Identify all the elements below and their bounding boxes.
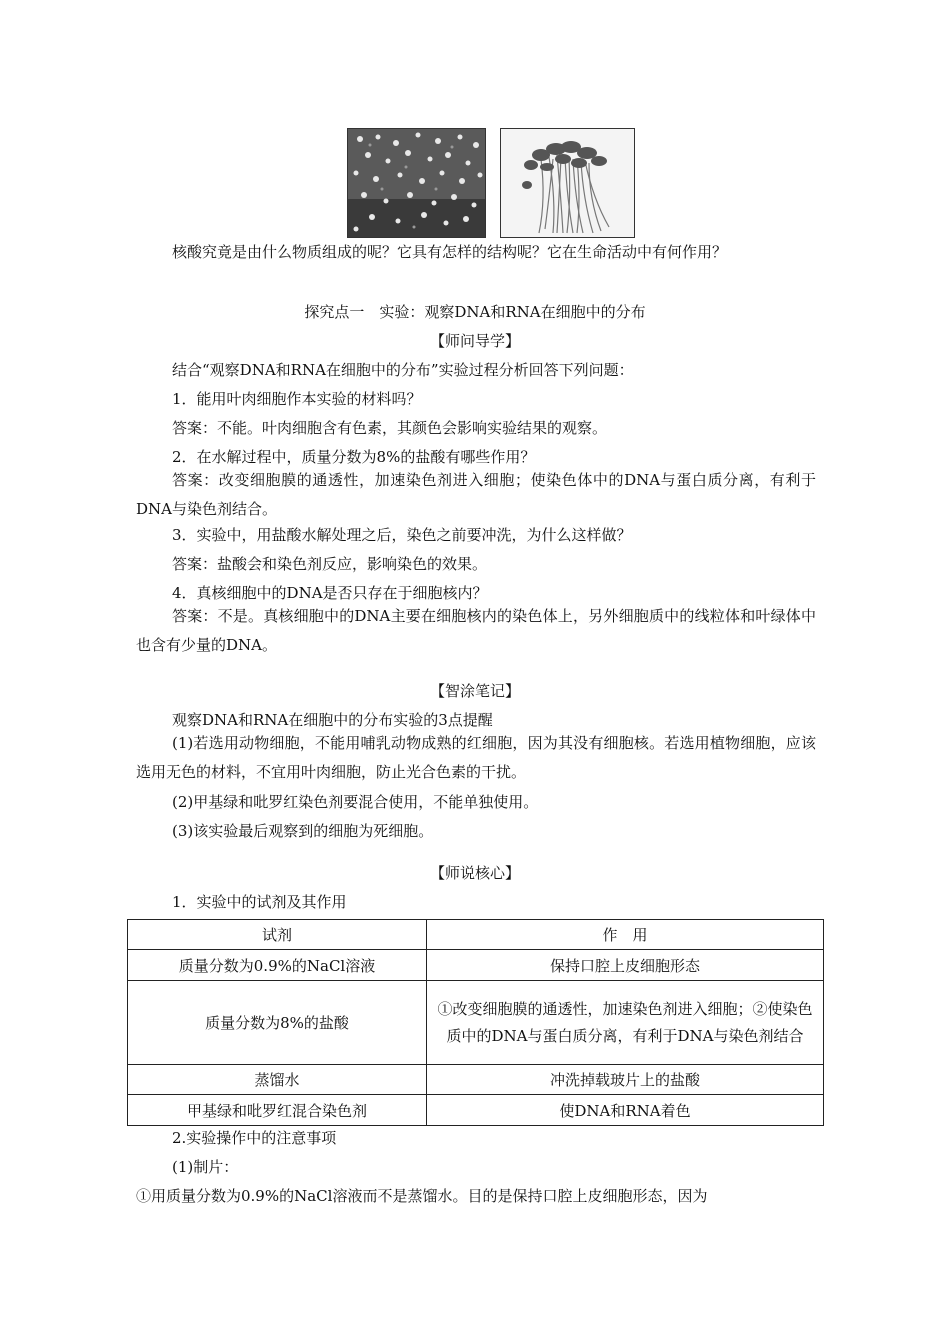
effect-cell: 冲洗掉载玻片上的盐酸 (427, 1065, 824, 1095)
guide-lead: 结合“观察DNA和RNA在细胞中的分布”实验过程分析回答下列问题： (172, 361, 634, 379)
notes-heading: 【智涂笔记】 (429, 682, 520, 700)
reagents-table (127, 919, 824, 1126)
intro-photos (347, 128, 637, 238)
notes-point-2: (2)甲基绿和吡罗红染色剂要混合使用，不能单独使用。 (172, 793, 539, 811)
answer-1: 答案：不能。叶肉细胞含有色素，其颜色会影响实验结果的观察。 (172, 419, 608, 437)
reagent-cell: 质量分数为0.9%的NaCl溶液 (128, 950, 427, 981)
answer-3: 答案：盐酸会和染色剂反应，影响染色的效果。 (172, 555, 488, 573)
table-row (128, 1095, 824, 1126)
question-4: 4．真核细胞中的DNA是否只存在于细胞核内？ (172, 584, 488, 602)
guide-heading: 【师问导学】 (429, 332, 520, 350)
notes-lead: 观察DNA和RNA在细胞中的分布实验的3点提醒 (172, 711, 493, 729)
reagent-cell: 质量分数为8%的盐酸 (128, 981, 427, 1065)
table-row (128, 981, 824, 1065)
notes-subheading-2: 2.实验操作中的注意事项 (172, 1129, 337, 1147)
core-heading: 【师说核心】 (429, 864, 520, 882)
table-row (128, 1065, 824, 1095)
table-row (128, 950, 824, 981)
reagent-cell: 蒸馏水 (128, 1065, 427, 1095)
header-effect: 作 用 (427, 920, 824, 950)
answer-2: 答案：改变细胞膜的通透性，加速染色剂进入细胞；使染色体中的DNA与蛋白质分离，有利于DNA与染色剂结合。 (136, 471, 816, 518)
notes-point-3: (3)该实验最后观察到的细胞为死细胞。 (172, 822, 434, 840)
effect-cell: ①改变细胞膜的通透性，加速染色剂进入细胞；②使染色质中的DNA与蛋白质分离，有利于DNA与染色剂结合 (427, 981, 824, 1065)
sprouts-photo (500, 128, 635, 238)
table-header-row (128, 920, 824, 950)
notes-text-2-1: ①用质量分数为0.9%的NaCl溶液而不是蒸馏水。目的是保持口腔上皮细胞形态，因为 (136, 1187, 708, 1205)
flowers-photo (347, 128, 486, 238)
question-1: 1．能用叶肉细胞作本实验的材料吗？ (172, 390, 422, 408)
section-title: 探究点一 实验：观察DNA和RNA在细胞中的分布 (304, 303, 646, 321)
intro-question: 核酸究竟是由什么物质组成的呢？它具有怎样的结构呢？它在生命活动中有何作用？ (172, 243, 728, 261)
notes-subheading-2-1: (1)制片： (172, 1158, 239, 1176)
answer-4: 答案：不是。真核细胞中的DNA主要在细胞核内的染色体上，另外细胞质中的线粒体和叶绿体中也含有少量的DNA。 (136, 607, 816, 654)
effect-cell: 保持口腔上皮细胞形态 (427, 950, 824, 981)
effect-cell: 使DNA和RNA着色 (427, 1095, 824, 1126)
question-2: 2．在水解过程中，质量分数为8%的盐酸有哪些作用？ (172, 448, 536, 466)
table-title: 1．实验中的试剂及其作用 (172, 893, 347, 911)
notes-point-1: (1)若选用动物细胞，不能用哺乳动物成熟的红细胞，因为其没有细胞核。若选用植物细胞，应该选用无色的材料，不宜用叶肉细胞，防止光合色素的干扰。 (136, 734, 816, 781)
question-3: 3．实验中，用盐酸水解处理之后，染色之前要冲洗，为什么这样做？ (172, 526, 632, 544)
reagent-cell: 甲基绿和吡罗红混合染色剂 (128, 1095, 427, 1126)
header-reagent: 试剂 (128, 920, 427, 950)
